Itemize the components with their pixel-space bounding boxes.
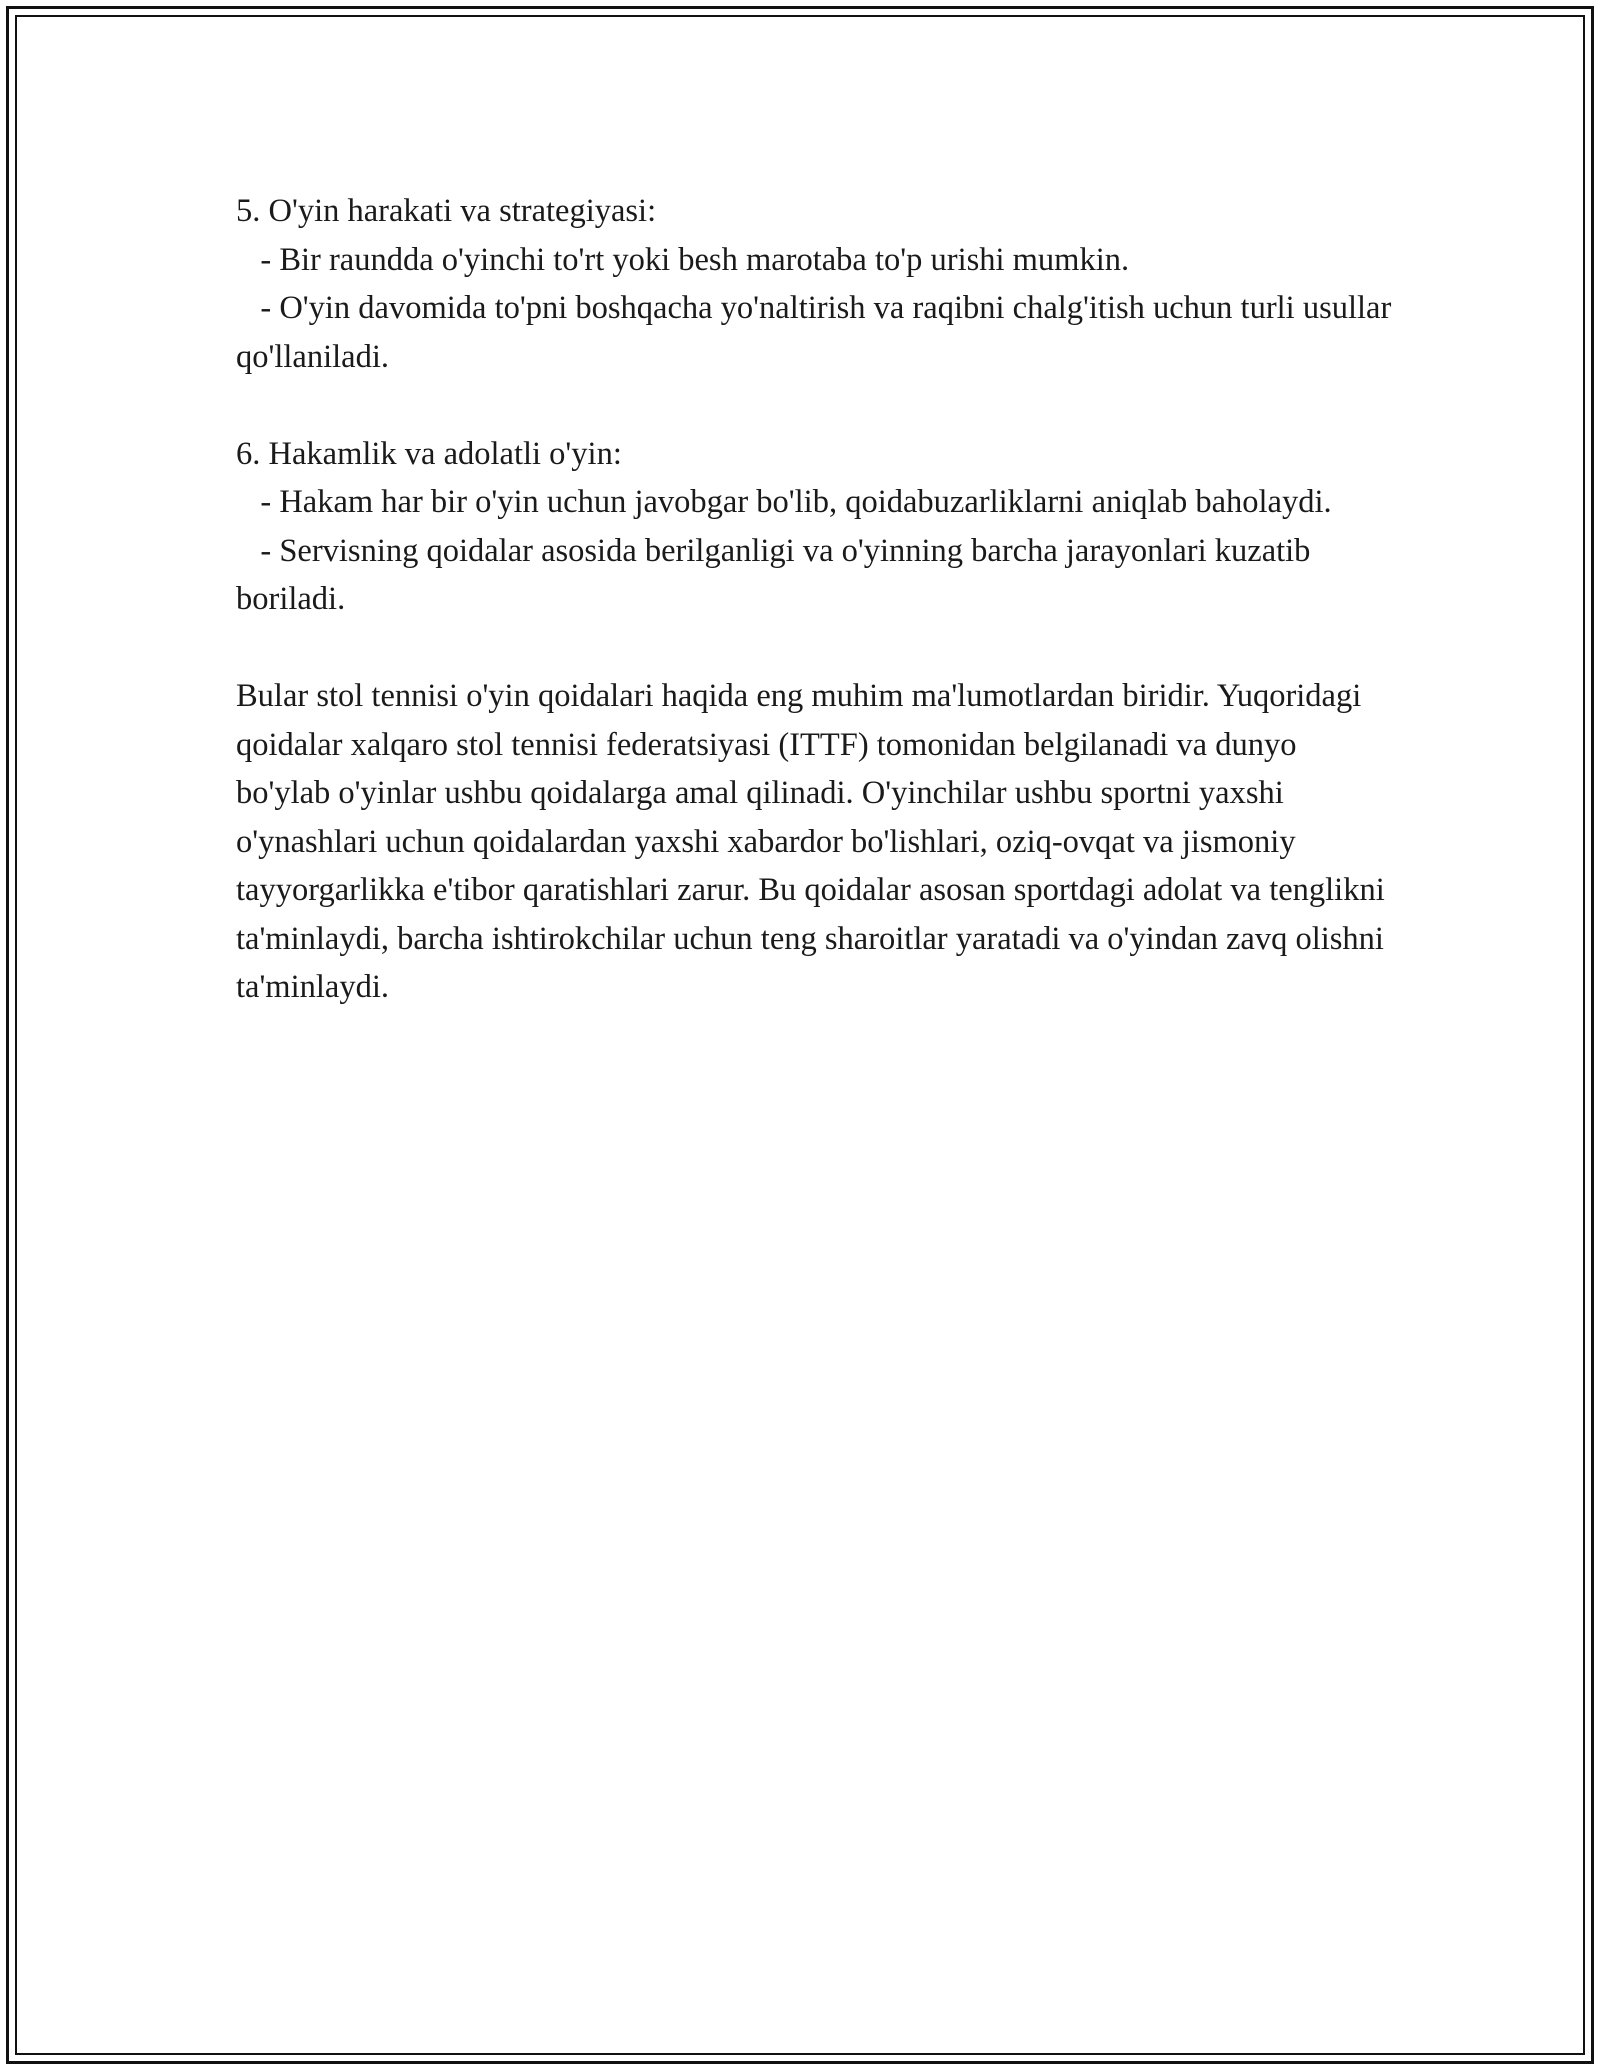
section-6-item-1: - Hakam har bir o'yin uchun javobgar bo'lib, qoidabuzarliklarni aniqlab baholaydi.: [236, 484, 1332, 520]
section-6-item-2: - Servisning qoidalar asosida berilganligi va o'yinning barcha jarayonlari kuzatib boriladi.: [236, 532, 1319, 617]
paragraph-spacer: [236, 624, 1396, 673]
conclusion-paragraph: Bular stol tennisi o'yin qoidalari haqida eng muhim ma'lumotlardan biridir. Yuqoridagi qoidalar xalqaro stol tennisi federatsiyasi (ITTF) tomonidan belgilanadi va dunyo bo'ylab o'yinlar ushbu qoidalarga amal qilinadi. O'yinchilar ushbu sportni yaxshi o'ynashlari uchun qoidalardan yaxshi xabardor bo'lishlari, oziq-ovqat va jismoniy tayyorgarlikka e'tibor qaratishlari zarur. Bu qoidalar asosan sportdagi adolat va tenglikni ta'minlaydi, barcha ishtirokchilar uchun teng sharoitlar yaratadi va o'yindan zavq olishni ta'minlaydi.: [236, 678, 1393, 1005]
section-5-item-2: - O'yin davomida to'pni boshqacha yo'naltirish va raqibni chalg'itish uchun turli usullar qo'llaniladi.: [236, 290, 1400, 375]
paragraph-spacer: [236, 381, 1396, 430]
document-body: [236, 187, 1400, 1012]
section-5-item-1: - Bir raundda o'yinchi to'rt yoki besh marotaba to'p urishi mumkin.: [236, 241, 1130, 278]
section-5-heading: 5. O'yin harakati va strategiyasi:: [236, 193, 657, 229]
section-6-heading: 6. Hakamlik va adolatli o'yin:: [236, 435, 622, 472]
